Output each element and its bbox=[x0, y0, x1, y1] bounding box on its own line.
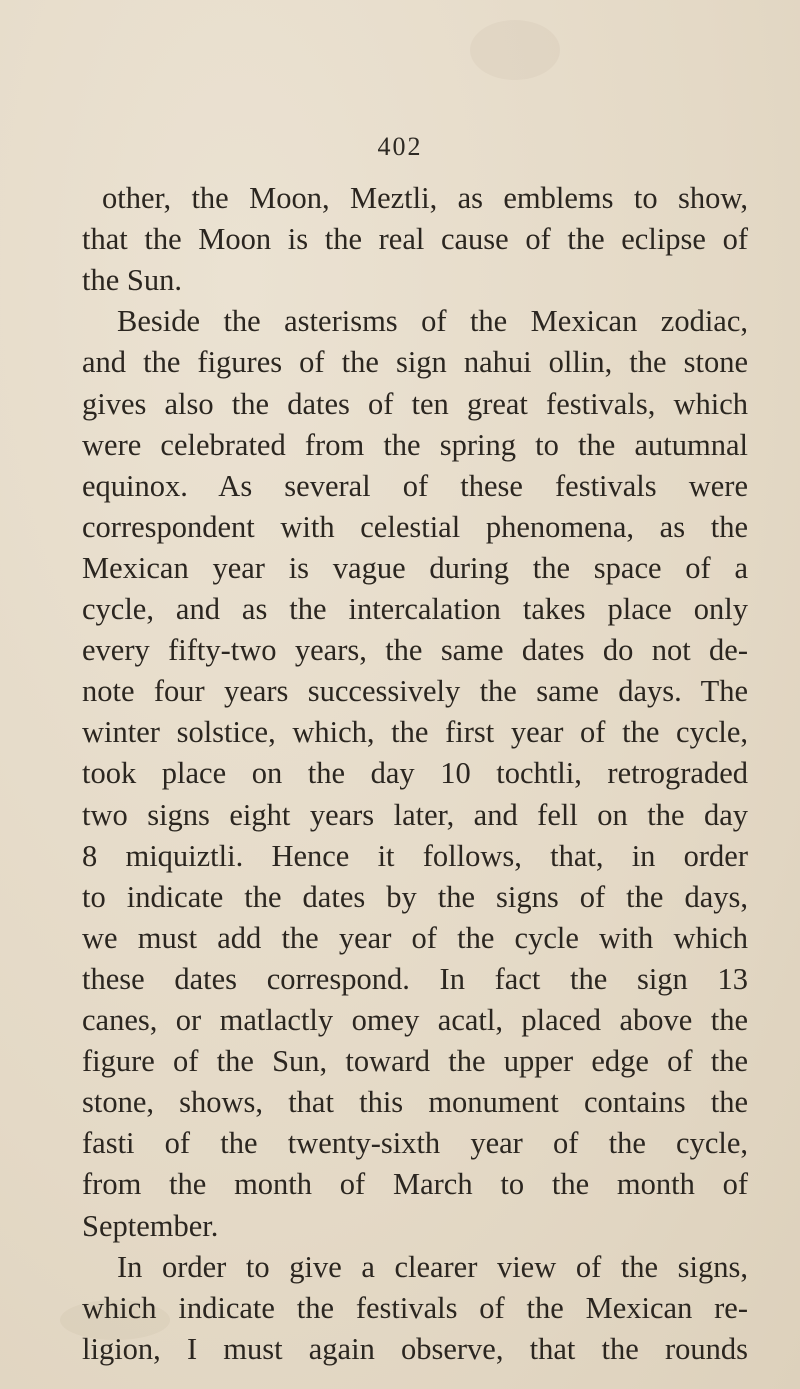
text-line: took place on the day 10 tochtli, retrograded bbox=[82, 756, 748, 791]
text-line: Mexican year is vague during the space of a bbox=[82, 550, 748, 585]
text-line: In order to give a clearer view of the signs, bbox=[117, 1249, 748, 1284]
page-number: 402 bbox=[377, 132, 423, 161]
text-line: from the month of March to the month of bbox=[82, 1167, 748, 1202]
text-line: September. bbox=[82, 1208, 219, 1243]
text-line: canes, or matlactly omey acatl, placed above the bbox=[82, 1003, 748, 1038]
text-line: cycle, and as the intercalation takes place only bbox=[82, 592, 748, 627]
page-stain-top bbox=[470, 20, 560, 80]
text-line: note four years successively the same days. The bbox=[82, 674, 748, 709]
text-line: we must add the year of the cycle with which bbox=[82, 920, 748, 955]
text-line: stone, shows, that this monument contains the bbox=[82, 1085, 748, 1120]
text-line: ligion, I must again observe, that the rounds bbox=[82, 1331, 748, 1366]
text-line: correspondent with celestial phenomena, as the bbox=[82, 509, 748, 544]
text-line: which indicate the festivals of the Mexican re- bbox=[82, 1290, 748, 1325]
text-line: the Sun. bbox=[82, 263, 182, 298]
text-line: Beside the asterisms of the Mexican zodiac, bbox=[117, 304, 748, 339]
text-line: these dates correspond. In fact the sign 13 bbox=[82, 961, 748, 996]
text-line: every fifty-two years, the same dates do not de- bbox=[82, 633, 748, 668]
text-line: and the figures of the sign nahui ollin, the stone bbox=[82, 345, 748, 380]
text-line: were celebrated from the spring to the autumnal bbox=[82, 427, 748, 462]
text-line: other, the Moon, Meztli, as emblems to show, bbox=[102, 181, 748, 215]
text-line: two signs eight years later, and fell on the day bbox=[82, 797, 748, 832]
text-line: 8 miquiztli. Hence it follows, that, in order bbox=[82, 838, 748, 873]
text-line: that the Moon is the real cause of the eclipse of bbox=[82, 222, 748, 257]
text-line: to indicate the dates by the signs of the days, bbox=[82, 879, 748, 914]
text-line: fasti of the twenty-sixth year of the cycle, bbox=[82, 1126, 748, 1161]
text-line: figure of the Sun, toward the upper edge of the bbox=[82, 1044, 748, 1079]
text-line: equinox. As several of these festivals were bbox=[82, 468, 748, 503]
text-line: gives also the dates of ten great festivals, which bbox=[82, 386, 748, 421]
text-line: winter solstice, which, the first year of the cycle, bbox=[82, 715, 748, 750]
